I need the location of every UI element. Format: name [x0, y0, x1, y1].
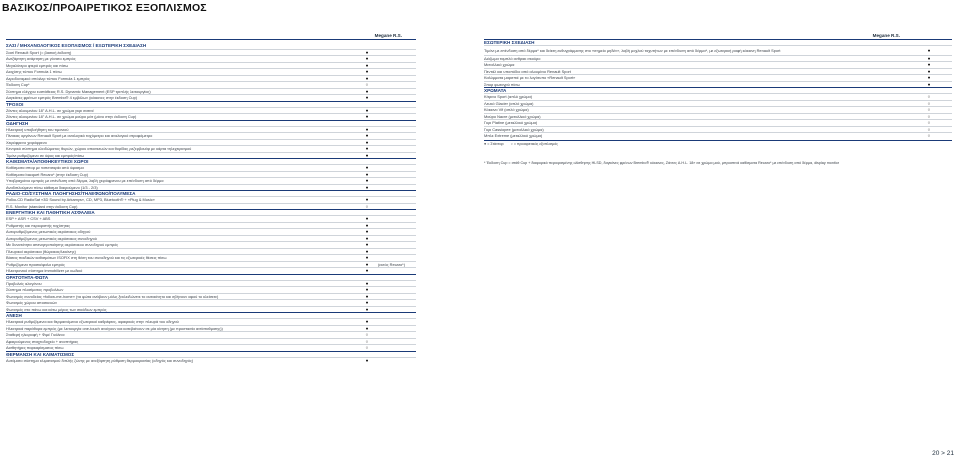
footnote: * Έκδοση Cup = στάθ Cup + διαφορικό περιορισμένης ολίσθησης HLSD, δαγκάνες φρένων Brembo® κόκκινες, Ζάντες A.H.L. 18» σε χρώμα μαύ, μπροστινά καθίσματα Recaro* με επένδυση από δέρμα, display monitor [484, 160, 839, 165]
equipment-label: Αφαιρούμενος σταχτοδοχείο + αναπτήρας [6, 338, 79, 344]
availability-mark: ● [365, 107, 369, 113]
section-title: ΤΡΟΧΟΙ [6, 101, 416, 107]
availability-mark: ● [365, 229, 369, 234]
availability-mark: ● [365, 178, 369, 183]
equipment-label: Σύστημα πλυσίματος προβολέων [6, 287, 64, 292]
equipment-label: Διάζωμα ταμπλό ανθρακ σκούρο [484, 55, 541, 61]
availability-mark: ● [365, 300, 369, 305]
equipment-label: Κεντρικό σύστημα κλειδώματος θυρών, χώρου αποσκευών και θυρίδας ρεζερβουάρ με κάρτα τηλεχειρισμού [6, 146, 192, 151]
availability-mark: ● [365, 88, 369, 94]
legend-standard: ● = Στάνταρ [484, 141, 504, 146]
column-header: Megane R.S. [374, 33, 402, 38]
left-sections [6, 39, 416, 363]
equipment-label: Αυτορυθμιζόμενος μετωπικός αερόσακος οδηγού [6, 229, 91, 234]
availability-mark: ● [365, 165, 369, 170]
equipment-row [484, 45, 952, 55]
section-title: ΟΔΗΓΗΣΗ [6, 120, 416, 126]
availability-mark: ● [365, 49, 369, 55]
section-title: ΟΡΑΤΟΤΗΤΑ-ΦΩΤΑ [6, 274, 416, 280]
equipment-label: Δαγκάνες φρένων εμπρός Brembo® 4 εμβόλων (κόκκινες στην έκδοση Cup) [6, 95, 138, 100]
equipment-label: Πλευρικοί αερόσακοι (θώρακας/λεκάνης) [6, 248, 76, 254]
section-title: ΚΑΘΙΣΜΑΤΑ/ΑΠΟΘΗΚΕΥΤΙΚΟΙ ΧΩΡΟΙ [6, 158, 416, 164]
availability-mark: ● [365, 242, 369, 247]
equipment-row [484, 81, 952, 88]
availability-mark: ○ [365, 332, 369, 337]
availability-mark: ● [365, 255, 369, 260]
equipment-label: R.S. Monitor (standard στην έκδοση Cup) [6, 203, 78, 209]
equipment-label: Σπορ φωτογρύ πίσω [484, 81, 520, 87]
availability-mark: ● [365, 319, 369, 324]
equipment-label: Ηλεκτρονικό σύστημα immobilizer με κωδικό [6, 268, 83, 273]
equipment-label: Κόκκινο Vif (απλό χρώμα) [484, 107, 529, 113]
equipment-label: Τιμόνι ρυθμιζόμενο σε ύψος και εμπρός/πίσω [6, 152, 85, 158]
equipment-label: ESP + ASR + CSV + ABS [6, 216, 51, 221]
equipment-row [484, 132, 952, 139]
equipment-label: Αναδιπλούμενο πίσω κάθισμα διαιρούμενο (1/3 - 2/3) [6, 184, 98, 190]
availability-mark: ● [365, 139, 369, 145]
section-title: ΕΣΩΤΕΡΙΚΗ ΣΧΕΔΙΑΣΗ [484, 39, 952, 45]
availability-mark: ● [365, 248, 369, 254]
equipment-label: Βάσεις παιδικών καθισμάτων ISOFIX στη θέση του συνοδηγού και τις εξωτερικές θέσεις πίσω [6, 255, 167, 260]
availability-mark: ● [365, 146, 369, 151]
equipment-row [6, 94, 416, 101]
availability-mark: ○ [927, 94, 931, 100]
availability-mark: ● [927, 75, 931, 81]
equipment-label: Γκρι Cassiopee (μεταλλικό χρώμα) [484, 126, 544, 132]
equipment-label: Σταθερή ηλιοροφή + Φιμέ Γυάλινα [6, 332, 65, 337]
availability-mark: ● [365, 306, 369, 312]
equipment-label: Ζάντες αλουμινίου 18" Α.Η.L. σε χρώμα γκρι σατινέ [6, 107, 94, 113]
availability-mark: ○ [365, 345, 369, 350]
legend [484, 140, 952, 146]
availability-mark: ● [927, 81, 931, 87]
equipment-label: Αισθητήρες παρκαρίσματος πίσω [6, 345, 64, 350]
equipment-label: Με δυνατότητα απενεργοποίησης αερόσακου συνοδηγού εμπρός [6, 242, 119, 247]
section-title: ΡΑΔΙΟ-CD/ΣΥΣΤΗΜΑ ΠΛΟΗΓΗΣΗΣ/ΤΗΛΕΦΩΝΟ/ΠΟΛΥΜΕΣΑ [6, 190, 416, 196]
left-column [6, 33, 416, 363]
availability-mark: ● [365, 133, 369, 138]
availability-mark: ● [365, 261, 369, 267]
equipment-label: Υποβραχιόνιο εμπρός με επένδυση από δέρμα, λαβή χειρόφρενου με επένδυση από δέρμα [6, 178, 164, 183]
section-title: ΘΕΡΜΑΝΣΗ ΚΑΙ ΚΛΙΜΑΤΙΣΜΟΣ [6, 351, 416, 357]
equipment-label: Φωτισμός χώρου αποσκευών [6, 300, 58, 305]
equipment-label: Κίτρινο Sport (απλό χρώμα) [484, 94, 533, 100]
equipment-label: Διαχύτης τύπου Formula 1 πίσω [6, 69, 62, 74]
availability-mark: ● [365, 268, 369, 273]
availability-mark: ● [365, 152, 369, 158]
availability-mark: ○ [927, 120, 931, 126]
availability-mark: ● [927, 55, 931, 61]
equipment-label: Ραδιο-CD RadioSat «3D Sound by Arkamys», CD, MP3, Bluetooth® + «Plug & Music» [6, 197, 155, 202]
equipment-label: Ηλεκτρική υποβοήθηση του τιμονιού [6, 126, 69, 132]
equipment-label: Καθίσματα σπορ με ταπετσαρία από ύφασμα [6, 165, 84, 170]
section-title: ΧΡΩΜΑΤΑ [484, 87, 952, 93]
availability-mark: ● [365, 293, 369, 299]
page-number: 20 > 21 [932, 450, 954, 457]
equipment-label: Χειρόφρενο χειρόφρενο [6, 139, 47, 145]
equipment-row [6, 152, 416, 159]
equipment-label: Πίνακας οργάνων Renault Sport με αναλογικό ταχύμετρο και αναλογικό στροφόμετρο [6, 133, 153, 138]
equipment-label: Ρυθμιζόμενα προσκέφαλα εμπρός [6, 261, 65, 267]
equipment-label: Ζάντες αλουμινίου 18" Α.Η.L. σε χρώμα μαύρο μάτ (μόνο στην έκδοση Cup) [6, 114, 137, 119]
equipment-label: Μπλε Extreme (μεταλλικό χρώμα) [484, 133, 543, 139]
equipment-label: Ηλεκτρικά παράθυρα εμπρός (με λειτουργία one-touch ανοίγουν και κατεβαίνουν σε μία κίνηση (με προστασία αντίσταθμισης)) [6, 325, 223, 331]
equipment-label: Μαύρο Nacre (μεταλλικό χρώμα) [484, 113, 541, 119]
availability-mark: ○ [927, 133, 931, 139]
availability-mark: ○ [927, 107, 931, 113]
equipment-label: Ρυθμιστής και περιοριστής ταχύτητας [6, 222, 71, 228]
equipment-row [6, 267, 416, 274]
equipment-label: Προβολείς αλογόνου [6, 280, 42, 286]
equipment-note: (εκτός Recaro*) [378, 261, 405, 267]
availability-mark: ● [365, 184, 369, 190]
equipment-label: Πεντάλ και υποπόδιο από αλουμίνιο Renault Sport [484, 68, 571, 74]
equipment-row [6, 203, 416, 210]
equipment-label: Έκδοση Cup* [6, 82, 30, 87]
availability-mark: ● [365, 197, 369, 202]
availability-mark: ● [365, 287, 369, 292]
equipment-label: Σύστημα ελέγχου ευστάθειας R.S. Dynamic Management (ESP τριπλής λειτουργίας) [6, 88, 151, 94]
right-sections [484, 39, 952, 139]
availability-mark: ● [365, 325, 369, 331]
equipment-label: Φωτισμός στο πάνω και κάτω μέρος των σκιάδιων εμπρός [6, 306, 107, 312]
availability-mark: ● [365, 216, 369, 221]
availability-mark: ● [365, 114, 369, 119]
equipment-row [6, 113, 416, 120]
equipment-label: Τιμόνι με επένδυση από δέρμα* και δείκτη ευθυγράμμισης στο «σημείο μηδέν», λαβή μοχλού ταχυτήτων με επένδυση από δέρμα*, με εξωτερική ραφή κόκκινη Renault Sport [484, 47, 781, 53]
right-column [484, 33, 952, 166]
column-header: Megane R.S. [872, 33, 900, 38]
availability-mark: ● [927, 62, 931, 68]
availability-mark: ○ [365, 338, 369, 344]
equipment-label: Ανεξάρτητη ανάρτηση με γόνατο εμπρός [6, 56, 76, 61]
availability-mark: ● [365, 171, 369, 177]
equipment-label: Λευκό Glacier (απλό χρώμα) [484, 100, 534, 106]
equipment-label: Αεροδυναμικό σπόιλερ τύπου Formula 1 εμπρός [6, 75, 90, 81]
availability-mark: ● [365, 75, 369, 81]
availability-mark: ● [927, 68, 931, 74]
section-title: ΑΝΕΣΗ [6, 312, 416, 318]
availability-mark: ● [365, 56, 369, 61]
availability-mark: ● [365, 95, 369, 100]
availability-mark: ○ [365, 203, 369, 209]
equipment-label: Αυτορυθμιζόμενος μετωπικός αερόσακος συνοδηγού [6, 235, 97, 241]
equipment-label: Σασί Renault Sport (= βασική έκδοση) [6, 49, 72, 55]
availability-mark: ○ [927, 126, 931, 132]
section-title: ΕΝΕΡΓΗΤΙΚΗ ΚΑΙ ΠΑΘΗΤΙΚΗ ΑΣΦΑΛΕΙΑ [6, 209, 416, 215]
equipment-label: Καθίσματα bacquet Recaro* (στην έκδοση Cup) [6, 171, 89, 177]
equipment-row [6, 306, 416, 313]
availability-mark: ○ [927, 100, 931, 106]
page-title: ΒΑΣΙΚΟΣ/ΠΡΟΑΙΡΕΤΙΚΟΣ ΕΞΟΠΛΙΣΜΟΣ [2, 2, 207, 14]
equipment-label: Ηλεκτρικά ρυθμιζόμενοι και θερμαινόμενοι εξωτερικοί καθρέφτες, αφαιρικός στην πλευρά του οδηγού [6, 319, 179, 324]
availability-mark: ● [365, 235, 369, 241]
availability-mark: ● [365, 62, 369, 68]
equipment-label: Αυτόματο σύστημα κλιματισμού διπλής ζώνης με ανεξάρτητη ρύθμιση θερμοκρασίας (οδηγός και συνοδηγός) [6, 357, 194, 363]
legend-optional: ○ = προαιρετικός εξοπλισμός [510, 141, 558, 146]
equipment-label: Καλύμματα μαρσπιέ με το λογότυπο «Renault Sport» [484, 75, 576, 81]
equipment-label: Μεγαλύτερο φτερό εμπρός και πίσω [6, 62, 69, 68]
equipment-row [6, 344, 416, 351]
availability-mark: ● [365, 126, 369, 132]
availability-mark: ● [365, 357, 369, 363]
availability-mark: ● [365, 222, 369, 228]
equipment-label: Φωτισμός συνοδείας «follow-me-home» (τα φώτα ανάβουν μόλις ξεκλειδώνετε το αυτοκίνητο και σβήνουν αφού το κλείσετε) [6, 293, 219, 299]
section-title: ΣΑΣΙ / ΜΗΧΑΝΟΛΟΓΙΚΟΣ ΕΞΟΠΛΙΣΜΟΣ / ΕΞΩΤΕΡΙΚΗ ΣΧΕΔΙΑΣΗ [6, 39, 416, 49]
equipment-row [6, 184, 416, 191]
equipment-label: Μεταλλικό χρώμα [484, 62, 515, 68]
equipment-row [6, 357, 416, 364]
availability-mark: ● [927, 47, 931, 53]
availability-mark: ● [365, 280, 369, 286]
availability-mark: ● [365, 69, 369, 74]
availability-mark: ○ [365, 82, 369, 87]
availability-mark: ○ [927, 113, 931, 119]
equipment-label: Γκρι Platine (μεταλλικό χρώμα) [484, 120, 538, 126]
